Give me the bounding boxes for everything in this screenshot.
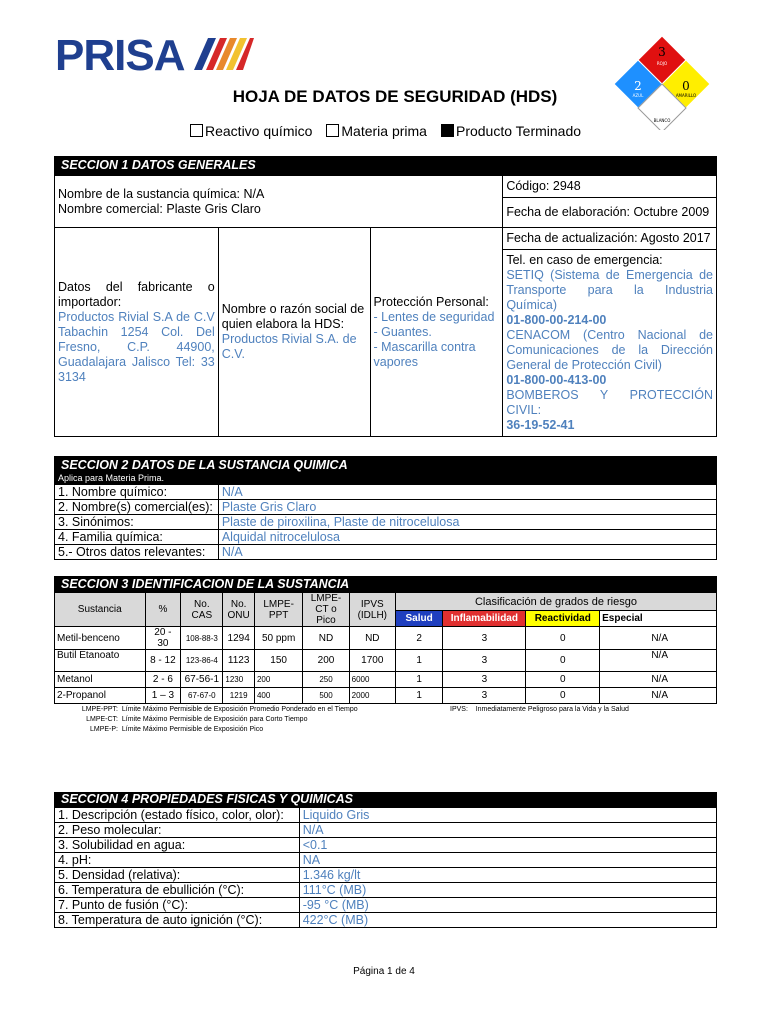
section3-header: SECCION 3 IDENTIFICACION DE LA SUSTANCIA — [54, 576, 717, 592]
table-row: Metil-benceno 20 - 30 108-88-3 1294 50 ppm ND ND 2 3 0 N/A — [55, 627, 717, 650]
table-row: 5.- Otros datos relevantes: N/A — [55, 545, 717, 560]
diamond-fire-label: ROJO — [656, 61, 668, 66]
diamond-special-label: BLANCO — [653, 118, 671, 123]
table-row: 1. Nombre químico: N/A — [55, 485, 717, 500]
table-row: 1. Descripción (estado físico, color, olor): Liquido Gris — [55, 808, 717, 823]
section1-table — [54, 175, 717, 437]
section3-table: Sustancia % No. CAS No. ONU LMPE-PPT LMPE-CT o Pico IPVS (IDLH) Clasificación de grados de riesgo Salud Inflamabilidad Reactividad Especial Metil-benceno 20 - 30 108-88-3 1294 50 ppm ND ND 2 3 0 N/A Butil Etanoato 8 - 12 123-86-4 1123 150 200 1700 1 3 0 N/A Metanol 2 - 6 67-56-1 1230 200 250 6000 1 3 0 N/A 2-Propanol 1 – 3 67-67-0 1219 400 500 2000 1 3 0 N/A — [54, 592, 717, 704]
emergencia-cell: Tel. en caso de emergencia: SETIQ (Sistema de Emergencia de Transporte para la Industria Química) 01-800-00-214-00 CENACOM (Centro Nacional de Comunicaciones de la Dirección General de Protección Civil) 01-800-00-413-00 BOMBEROS Y PROTECCIÓN CIVIL: 36-19-52-41 — [503, 250, 717, 437]
fecha-elaboracion-cell: Fecha de elaboración: Octubre 2009 — [503, 198, 717, 228]
section3-note-ipvs: IPVS: Inmediatamente Peligroso para la Vida y la Salud — [450, 706, 629, 713]
diamond-reactivity-label: AMARILLO — [675, 93, 697, 98]
table-row: 8. Temperatura de auto ignición (°C): 422°C (MB) — [55, 913, 717, 928]
table-row: 6. Temperatura de ebullición (°C): 111°C (MB) — [55, 883, 717, 898]
document-title: HOJA DE DATOS DE SEGURIDAD (HDS) — [232, 87, 558, 106]
table-row: 3. Solubilidad en agua: <0.1 — [55, 838, 717, 853]
table-row: 5. Densidad (relativa): 1.346 kg/lt — [55, 868, 717, 883]
table-row: 2. Peso molecular: N/A — [55, 823, 717, 838]
proteccion-cell: Protección Personal: - Lentes de seguridad - Guantes. - Mascarilla contra vapores — [370, 228, 503, 437]
nfpa-diamond — [610, 34, 714, 130]
table-row: Metanol 2 - 6 67-56-1 1230 200 250 6000 1 3 0 N/A — [55, 672, 717, 688]
table-row: 2. Nombre(s) comercial(es): Plaste Gris Claro — [55, 500, 717, 515]
product-type-checkboxes — [190, 123, 595, 139]
table-row: 4. pH: NA — [55, 853, 717, 868]
fecha-actualizacion-cell: Fecha de actualización: Agosto 2017 — [503, 228, 717, 250]
table-row: 2-Propanol 1 – 3 67-67-0 1219 400 500 2000 1 3 0 N/A — [55, 688, 717, 704]
diamond-fire-value: 3 — [658, 45, 666, 59]
section3-notes: LMPE-PPT: Límite Máximo Permisible de Exposición Promedio Ponderado en el Tiempo LMPE-CT: Límite Máximo Permisible de Exposición para Corto Tiempo LMPE-P: Límite Máximo Permisible de Exposición Pico — [81, 706, 358, 733]
section2-subtitle: Aplica para Materia Prima. — [54, 473, 717, 484]
table-row: 7. Punto de fusión (°C): -95 °C (MB) — [55, 898, 717, 913]
checkbox-materia-prima[interactable]: Materia prima — [326, 123, 427, 139]
section4-table — [54, 807, 717, 928]
checkbox-reactivo[interactable]: Reactivo químico — [190, 123, 312, 139]
section2-table — [54, 484, 717, 560]
table-row: 3. Sinónimos: Plaste de piroxilina, Plaste de nitrocelulosa — [55, 515, 717, 530]
checkbox-producto-terminado[interactable]: Producto Terminado — [441, 123, 581, 139]
diamond-health-value: 2 — [634, 79, 642, 93]
diamond-health-label: AZUL — [632, 93, 644, 98]
table-row: 4. Familia química: Alquidal nitrocelulosa — [55, 530, 717, 545]
section4-header: SECCION 4 PROPIEDADES FISICAS Y QUIMICAS — [54, 792, 717, 807]
sustancia-cell: Nombre de la sustancia química: N/A Nombre comercial: Plaste Gris Claro — [55, 176, 503, 228]
elabora-cell: Nombre o razón social de quien elabora la HDS: Productos Rivial S.A. de C.V. — [218, 228, 370, 437]
codigo-cell: Código: 2948 — [503, 176, 717, 198]
page-number: Página 1 de 4 — [353, 966, 415, 977]
section1-header: SECCION 1 DATOS GENERALES — [54, 156, 717, 175]
table-row: Butil Etanoato 8 - 12 123-86-4 1123 150 200 1700 1 3 0 N/A — [55, 650, 717, 672]
section2-header: SECCION 2 DATOS DE LA SUSTANCIA QUIMICA — [54, 456, 717, 475]
logo-stripes-icon — [194, 38, 254, 70]
prisa-logo: PRISA — [55, 31, 185, 80]
fabricante-cell: Datos del fabricante o importador: Productos Rivial S.A de C.V Tabachin 1254 Col. Del Fresno, C.P. 44900, Guadalajara Jalisco Tel: 33 3134 — [55, 228, 219, 437]
diamond-reactivity-value: 0 — [682, 79, 690, 93]
